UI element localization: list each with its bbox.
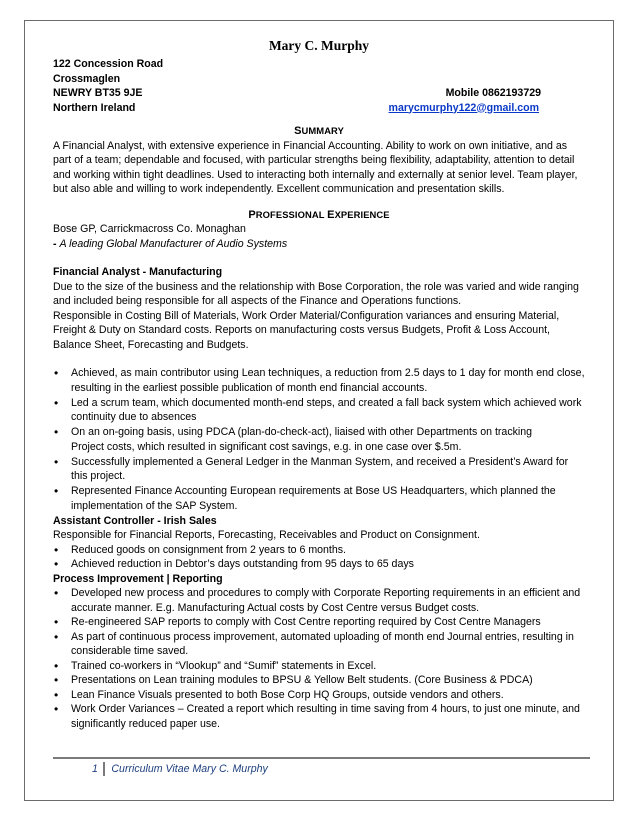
address-postcode: NEWRY BT35 9JE [53,87,143,99]
mobile-number: Mobile 0862193729 [445,87,541,99]
role3-achievements [53,586,585,731]
summary-text: A Financial Analyst, with extensive experience in Financial Accounting. Ability to work on own initiative, and as part of a team; dependable and focused, with particular strengths being flexibility, adaptability, attention to detail and working within tight deadlines. Used to interacting both internally and externally at senior level. Team player, but also able and willing to work independently. Excellent communication and presentation skills. [53,139,578,195]
role-title-financial-analyst: Financial Analyst - Manufacturing [53,266,223,278]
email-link[interactable]: marycmurphy122@gmail.com [388,101,539,114]
list-item: • Work Order Variances – Created a report which resulting in time saving from 4 hours, to just one minute, and significantly reduced paper use. [53,702,585,731]
address-line-1 [53,57,585,72]
footer-bar [103,762,106,776]
address-line-4 [53,101,585,116]
list-item: • Trained co-workers in “Vlookup” and “Sumif” statements in Excel. [53,659,585,674]
list-item: • Re-engineered SAP reports to comply with Cost Centre reporting required by Cost Centre Managers [53,615,585,630]
list-item: • Lean Finance Visuals presented to both Bose Corp HQ Groups, outside vendors and others. [53,688,585,703]
list-item: • Achieved, as main contributor using Lean techniques, a reduction from 2.5 days to 1 day for month end close, resulting in the earliest possible publication of month end financial accounts. [53,366,585,395]
address-town: Crossmaglen [53,72,121,85]
address-street: 122 Concession Road [53,58,164,70]
summary-heading: SUMMARY [294,125,344,137]
role2-achievements [53,543,585,572]
list-item: • Achieved reduction in Debtor’s days outstanding from 95 days to 65 days [53,557,585,572]
address-line-2 [53,72,585,87]
list-item: • Presentations on Lean training modules to BPSU & Yellow Belt students. (Core Business & PDCA) [53,673,585,688]
list-item: • Reduced goods on consignment from 2 years to 6 months. [53,543,585,558]
cv-document [53,38,585,731]
employer-name: Bose GP, Carrickmacross Co. Monaghan [53,223,246,235]
address-line-3 [53,86,585,101]
address-country: Northern Ireland [53,101,136,114]
footer-divider [53,757,590,759]
page-number: 1 [92,763,98,775]
list-item: • On an on-going basis, using PDCA (plan-do-check-act), liaised with other Departments on trackingProject costs, which resulted in significant cost savings, e.g. in one case over $.5m. [53,425,585,454]
list-item: • As part of continuous process improvement, automated uploading of month end Journal entries, resulting in considerable time saved. [53,630,585,659]
role1-paragraph-2: Responsible in Costing Bill of Materials, Work Order Material/Configuration variances and ensuring Material, Freight & Duty on Standard costs. Reports on manufacturing costs versus Budgets, Profit & Loss Account, Balance Sheet, Forecasting and Budgets. [53,309,560,351]
list-item: • Developed new process and procedures to comply with Corporate Reporting requirements in an efficient and accurate manner. E.g. Manufacturing Actual costs by Cost Centre versus Budget costs. [53,586,585,615]
list-item: • Led a scrum team, which documented month-end steps, and created a fall back system which achieved work continuity due to absences [53,396,585,425]
role2-paragraph: Responsible for Financial Reports, Forecasting, Receivables and Product on Consignment. [53,529,480,541]
list-item: • Represented Finance Accounting European requirements at Bose US Headquarters, which planned the implementation of the SAP System. [53,484,585,513]
role1-achievements [53,366,585,513]
role-title-process-improvement: Process Improvement | Reporting [53,572,223,585]
employer-description: - A leading Global Manufacturer of Audio Systems [53,237,288,250]
page-footer [92,762,268,776]
role1-paragraph-1: Due to the size of the business and the relationship with Bose Corporation, the role was varied and wide ranging and included being responsible for all aspects of the Finance and Operations functions. [53,280,579,307]
list-item: • Successfully implemented a General Ledger in the Manman System, and received a President’s Award for this project. [53,455,585,484]
footer-label: Curriculum Vitae Mary C. Murphy [111,763,268,775]
experience-heading: PROFESSIONAL EXPERIENCE [248,208,390,221]
role-title-assistant-controller: Assistant Controller - Irish Sales [53,514,217,527]
candidate-name: Mary C. Murphy [268,38,370,53]
